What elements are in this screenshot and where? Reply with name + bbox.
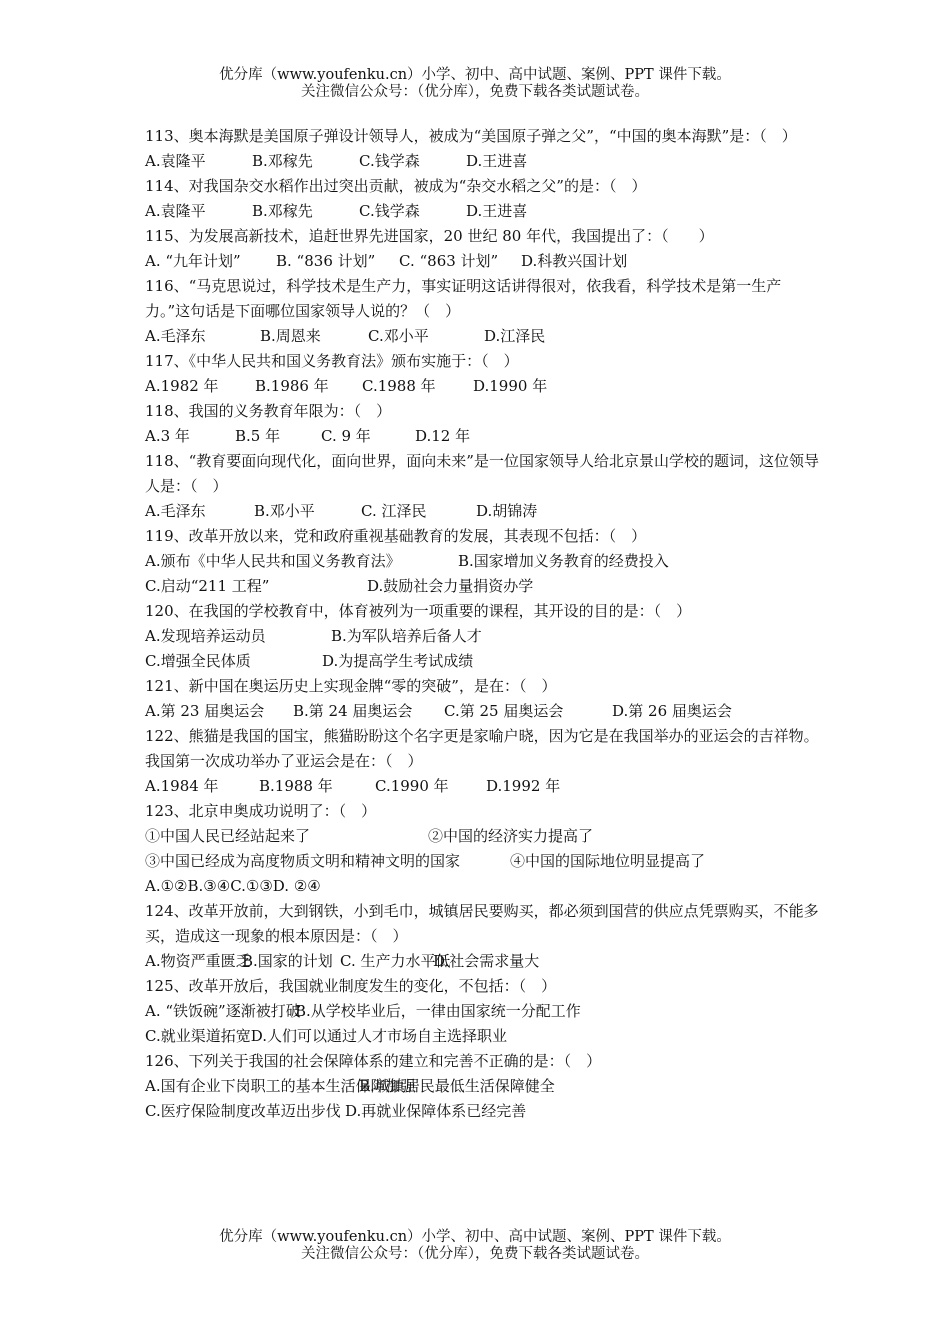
option: C.启动“211 工程” xyxy=(145,577,270,595)
option: C.医疗保险制度改革迈出步伐 xyxy=(145,1102,341,1120)
option: A.物资严重匮乏 xyxy=(145,952,251,970)
question-text: 123、北京申奥成功说明了：（ ） xyxy=(145,802,377,820)
question-text: 119、改革开放以来，党和政府重视基础教育的发展，其表现不包括：（ ） xyxy=(145,527,647,545)
option: B.国家的计划 xyxy=(242,952,333,970)
option: ②中国的经济实力提高了 xyxy=(428,827,594,845)
question-text: 118、我国的义务教育年限为：（ ） xyxy=(145,402,392,420)
question-list xyxy=(145,124,825,1124)
option: ①中国人民已经站起来了 xyxy=(145,827,311,845)
question-text: 115、为发展高新技术，追赶世界先进国家，20 世纪 80 年代，我国提出了：（ ） xyxy=(145,227,714,245)
option: D.再就业保障体系已经完善 xyxy=(345,1102,527,1120)
option: B. “836 计划” xyxy=(276,252,376,270)
option: D.江泽民 xyxy=(484,327,546,345)
option-row xyxy=(145,849,825,874)
option-row xyxy=(145,549,825,574)
option: A.颁布《中华人民共和国义务教育法》 xyxy=(145,552,401,570)
option: A.发现培养运动员 xyxy=(145,627,266,645)
option-row xyxy=(145,499,825,524)
question-text: 122、熊猫是我国的国宝，熊猫盼盼这个名字更是家喻户晓，因为它是在我国举办的亚运会的吉祥物。我国第一次成功举办了亚运会是在：（ ） xyxy=(145,727,819,770)
option-row xyxy=(145,649,825,674)
option-row xyxy=(145,699,825,724)
option: D.12 年 xyxy=(415,427,471,445)
option: D.1992 年 xyxy=(486,777,561,795)
option: B.从学校毕业后，一律由国家统一分配工作 xyxy=(295,1002,581,1020)
option-row xyxy=(145,199,825,224)
option-row xyxy=(145,949,825,974)
option: C. 9 年 xyxy=(321,427,371,445)
option: D.胡锦涛 xyxy=(476,502,538,520)
option: C.钱学森 xyxy=(359,202,420,220)
option: A.1984 年 xyxy=(145,777,219,795)
option-row xyxy=(145,824,825,849)
option: A.袁隆平 xyxy=(145,152,206,170)
option: D.为提高学生考试成绩 xyxy=(322,652,474,670)
option: C.第 25 届奥运会 xyxy=(444,702,564,720)
option: B.邓稼先 xyxy=(252,152,313,170)
footer-line-1: 优分库（www.youfenku.cn）小学、初中、高中试题、案例、PPT 课件下载。 xyxy=(219,1229,731,1245)
option: D. ②④ xyxy=(272,877,321,895)
question-text: 121、新中国在奥运历史上实现金牌“零的突破”，是在：（ ） xyxy=(145,677,557,695)
option: C. 江泽民 xyxy=(361,502,427,520)
option: B.1988 年 xyxy=(259,777,333,795)
question-text: 117、《中华人民共和国义务教育法》颁布实施于：（ ） xyxy=(145,352,519,370)
option: A.袁隆平 xyxy=(145,202,206,220)
option: D.鼓励社会力量捐资办学 xyxy=(367,577,534,595)
option: B.5 年 xyxy=(235,427,281,445)
option: A.第 23 届奥运会 xyxy=(145,702,265,720)
question-text: 116、“马克思说过，科学技术是生产力，事实证明这话讲得很对，依我看，科学技术是第一生产力。”这句话是下面哪位国家领导人说的？（ ） xyxy=(145,277,782,320)
option: A.1982 年 xyxy=(145,377,219,395)
option: ④中国的国际地位明显提高了 xyxy=(510,852,706,870)
option: B.第 24 届奥运会 xyxy=(293,702,413,720)
option-row xyxy=(145,424,825,449)
option-row xyxy=(145,774,825,799)
question-text: 118、“教育要面向现代化，面向世界，面向未来”是一位国家领导人给北京景山学校的题词，这位领导人是：（ ） xyxy=(145,452,819,495)
option: C. 生产力水平低 xyxy=(340,952,451,970)
option: D.1990 年 xyxy=(473,377,548,395)
option: C.①③ xyxy=(230,877,273,895)
option-row xyxy=(145,249,825,274)
page-header xyxy=(0,67,950,101)
option: B.邓稼先 xyxy=(252,202,313,220)
option-row xyxy=(145,1024,825,1049)
footer-line-2: 关注微信公众号：（优分库），免费下载各类试题试卷。 xyxy=(301,1246,649,1262)
option: ③中国已经成为高度物质文明和精神文明的国家 xyxy=(145,852,461,870)
option: C.就业渠道拓宽 xyxy=(145,1027,251,1045)
option: B.③④ xyxy=(187,877,231,895)
question-text: 120、在我国的学校教育中，体育被列为一项重要的课程，其开设的目的是：（ ） xyxy=(145,602,692,620)
option: C.钱学森 xyxy=(359,152,420,170)
option: C.1988 年 xyxy=(362,377,436,395)
option: D.王进喜 xyxy=(466,152,528,170)
option: C.增强全民体质 xyxy=(145,652,251,670)
option: A.3 年 xyxy=(145,427,190,445)
option: D.第 26 届奥运会 xyxy=(612,702,732,720)
option: C. “863 计划” xyxy=(399,252,499,270)
option: B.周恩来 xyxy=(260,327,321,345)
page-footer xyxy=(0,1229,950,1263)
option-row xyxy=(145,324,825,349)
option: D.王进喜 xyxy=(466,202,528,220)
option: C.1990 年 xyxy=(375,777,449,795)
question-text: 114、对我国杂交水稻作出过突出贡献，被成为“杂交水稻之父”的是：（ ） xyxy=(145,177,647,195)
option: A.毛泽东 xyxy=(145,327,206,345)
option-row xyxy=(145,374,825,399)
option: A. “铁饭碗”逐渐被打破 xyxy=(145,1002,301,1020)
question-text: 113、奥本海默是美国原子弹设计领导人，被成为“美国原子弹之父”，“中国的奥本海默”是：（ ） xyxy=(145,127,797,145)
header-line-2: 关注微信公众号：（优分库），免费下载各类试题试卷。 xyxy=(301,84,649,100)
option: B.国家增加义务教育的经费投入 xyxy=(458,552,669,570)
option: B.1986 年 xyxy=(255,377,329,395)
option: B.邓小平 xyxy=(254,502,315,520)
option-row xyxy=(145,1099,825,1124)
option-row xyxy=(145,999,825,1024)
option: D.社会需求量大 xyxy=(433,952,540,970)
option: D.科教兴国计划 xyxy=(521,252,628,270)
option-row xyxy=(145,1074,825,1099)
option: B.城镇居民最低生活保障健全 xyxy=(359,1077,555,1095)
header-line-1: 优分库（www.youfenku.cn）小学、初中、高中试题、案例、PPT 课件下载。 xyxy=(219,67,731,83)
question-text: 125、改革开放后，我国就业制度发生的变化，不包括：（ ） xyxy=(145,977,557,995)
option: D.人们可以通过人才市场自主选择职业 xyxy=(250,1027,507,1045)
option-row xyxy=(145,874,825,899)
option: C.邓小平 xyxy=(368,327,429,345)
option: A.国有企业下岗职工的基本生活保障加强 xyxy=(145,1077,416,1095)
question-text: 124、改革开放前，大到钢铁，小到毛巾，城镇居民要购买，都必须到国营的供应点凭票购买，不能多买，造成这一现象的根本原因是：（ ） xyxy=(145,902,819,945)
option-row xyxy=(145,574,825,599)
option: A.①② xyxy=(145,877,188,895)
option-row xyxy=(145,624,825,649)
option: A.毛泽东 xyxy=(145,502,206,520)
option: A. “九年计划” xyxy=(145,252,241,270)
option: B.为军队培养后备人才 xyxy=(331,627,482,645)
question-text: 126、下列关于我国的社会保障体系的建立和完善不正确的是：（ ） xyxy=(145,1052,602,1070)
option-row xyxy=(145,149,825,174)
